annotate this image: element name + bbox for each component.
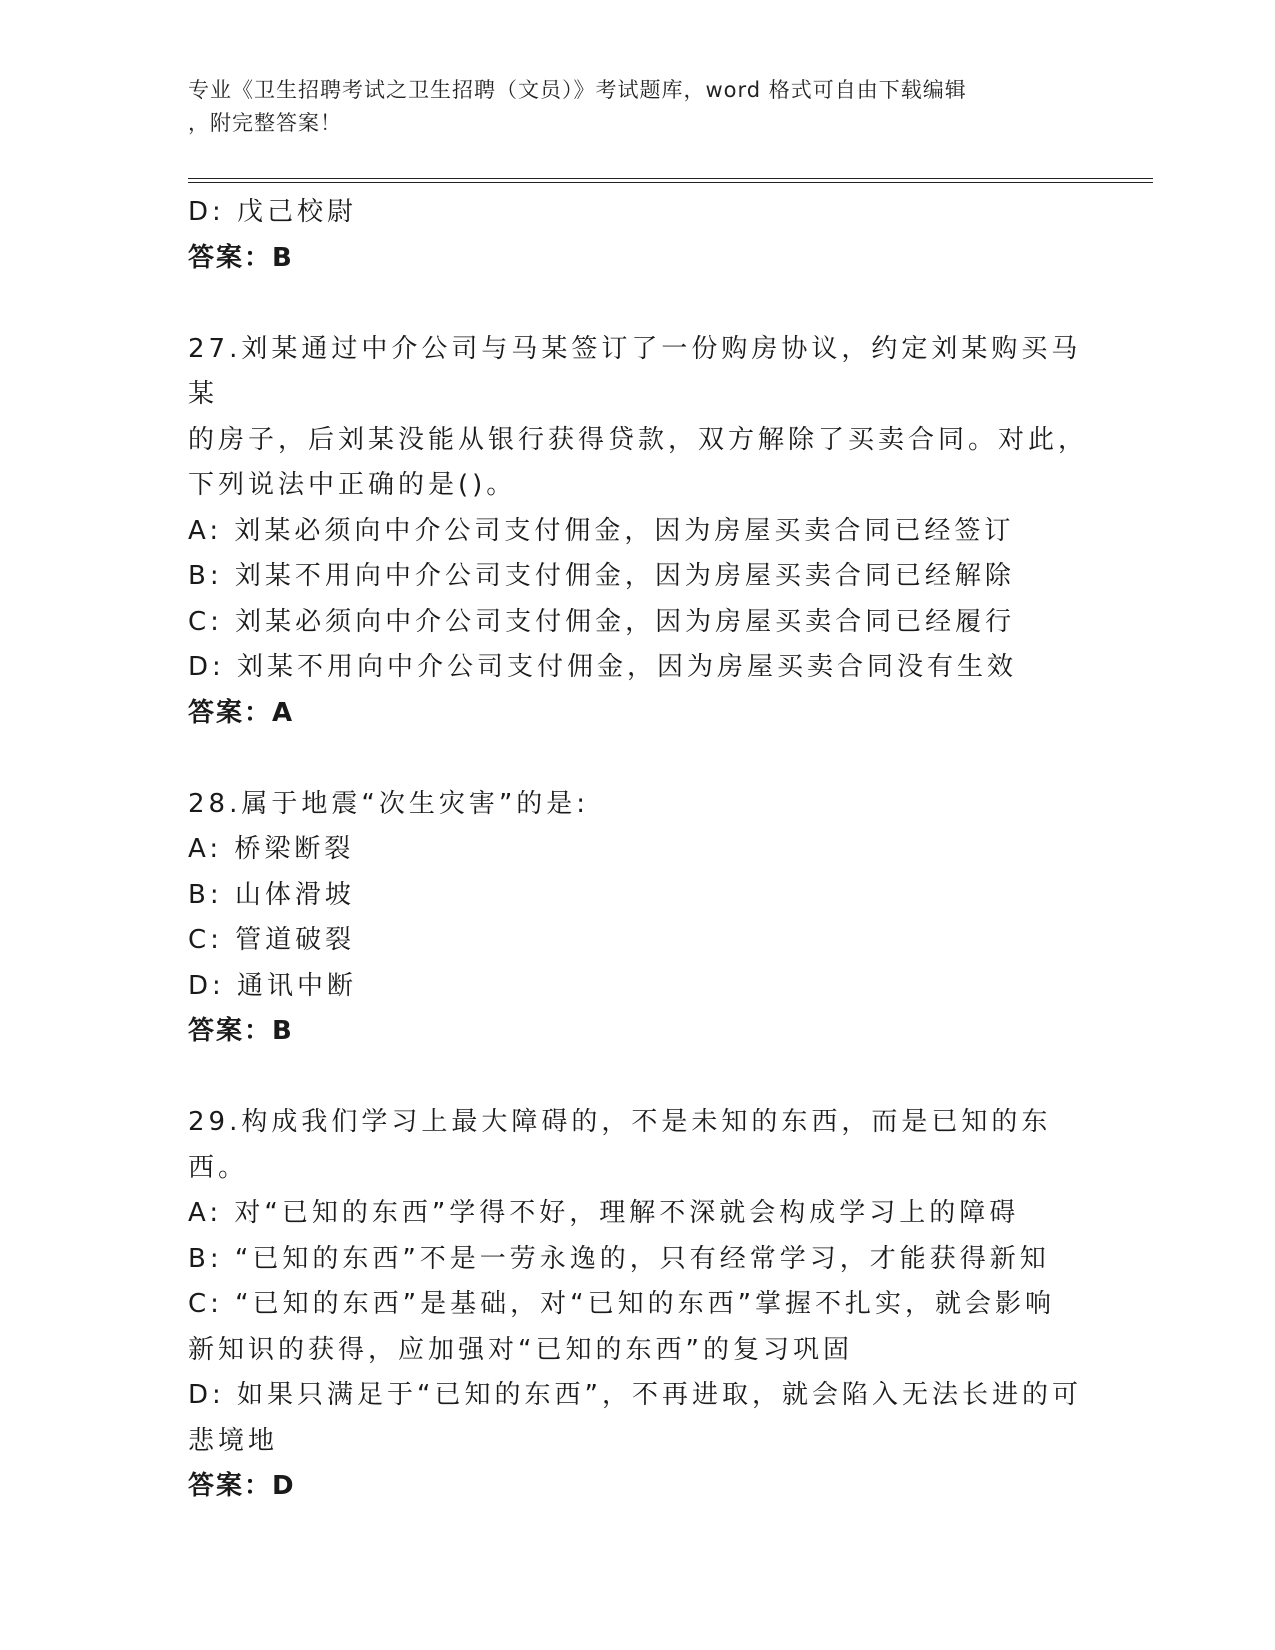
prev-question-option-d: D: 戊己校尉 [188, 197, 358, 227]
answer: 答案：A [188, 697, 295, 728]
question-stem-line: 29.构成我们学习上最大障碍的，不是未知的东西，而是已知的东西。 [188, 1107, 1052, 1183]
spacer [188, 281, 1088, 327]
prev-question-answer: 答案：B [188, 242, 294, 273]
option-c: C: 管道破裂 [188, 925, 356, 955]
spacer [188, 1055, 1088, 1101]
question-29 [188, 1100, 1088, 1510]
option-d-continued: 悲境地 [188, 1425, 279, 1456]
question-stem-line: 的房子，后刘某没能从银行获得贷款，双方解除了买卖合同。对此， [188, 424, 1089, 455]
header-divider [188, 178, 1153, 183]
option-d: D: 通讯中断 [188, 970, 358, 1001]
answer: 答案：B [188, 1016, 294, 1046]
option-c: C: “已知的东西”是基础，对“已知的东西”掌握不扎实，就会影响 [188, 1289, 1056, 1319]
spacer [188, 736, 1088, 782]
question-28 [188, 782, 1088, 1055]
option-b: B: 刘某不用向中介公司支付佣金，因为房屋买卖合同已经解除 [188, 561, 1015, 591]
question-stem-line: 27.刘某通过中介公司与马某签订了一份购房协议，约定刘某购买马某 [188, 333, 1082, 409]
answer: 答案：D [188, 1471, 296, 1501]
option-a: A: 刘某必须向中介公司支付佣金，因为房屋买卖合同已经签订 [188, 515, 1015, 546]
option-d: D: 刘某不用向中介公司支付佣金，因为房屋买卖合同没有生效 [188, 652, 1018, 682]
question-27 [188, 327, 1088, 737]
option-a: A: 对“已知的东西”学得不好，理解不深就会构成学习上的障碍 [188, 1198, 1020, 1228]
header-line-1: 专业《卫生招聘考试之卫生招聘（文员）》考试题库，word 格式可自由下载编辑 [188, 78, 967, 102]
option-c: C: 刘某必须向中介公司支付佣金，因为房屋买卖合同已经履行 [188, 606, 1016, 637]
option-c-continued: 新知识的获得，应加强对“已知的东西”的复习巩固 [188, 1334, 853, 1365]
question-stem-line: 下列说法中正确的是()。 [188, 470, 517, 500]
question-stem-line: 28.属于地震“次生灾害”的是: [188, 788, 590, 819]
page-header [188, 74, 1088, 140]
question-content [188, 190, 1088, 1510]
option-d: D: 如果只满足于“已知的东西”，不再进取，就会陷入无法长进的可 [188, 1380, 1082, 1410]
option-b: B: “已知的东西”不是一劳永逸的，只有经常学习，才能获得新知 [188, 1243, 1050, 1274]
option-a: A: 桥梁断裂 [188, 834, 355, 864]
header-line-2: ，附完整答案！ [188, 111, 342, 135]
option-b: B: 山体滑坡 [188, 879, 355, 910]
